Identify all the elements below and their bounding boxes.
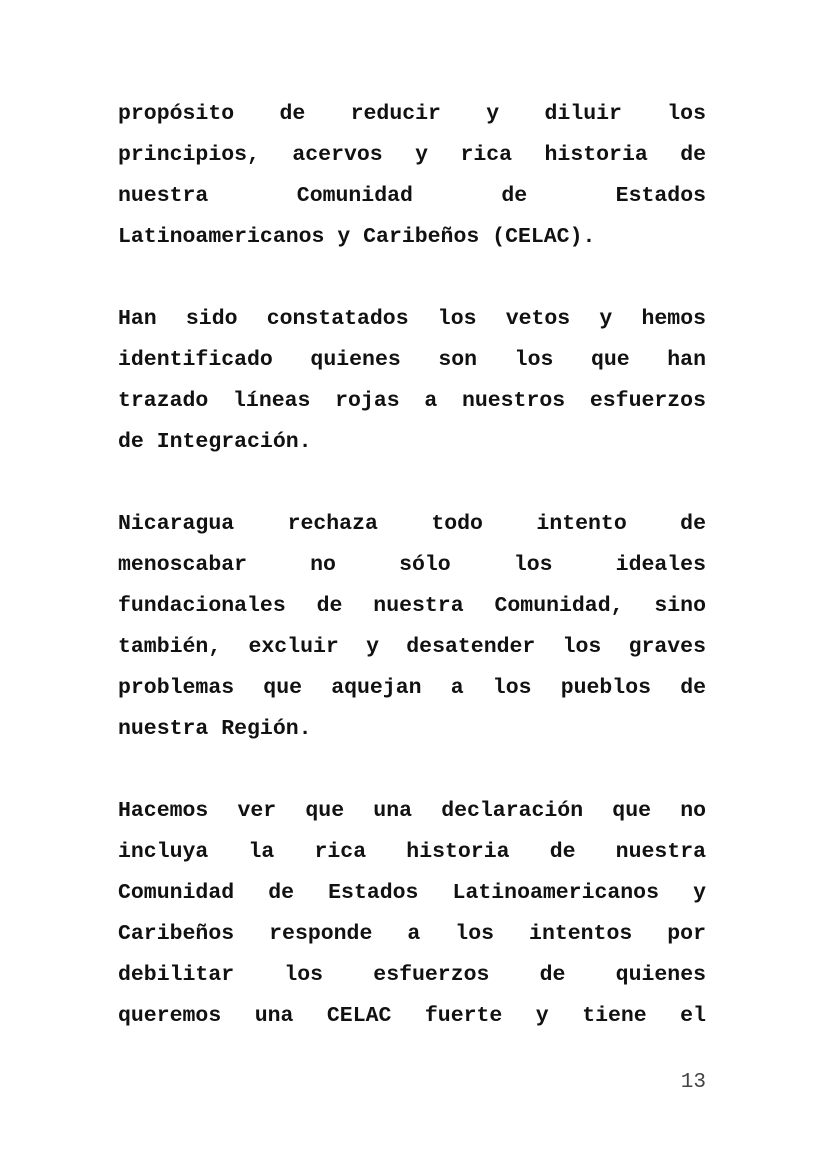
text-line: incluya la rica historia de nuestra bbox=[118, 840, 706, 864]
text-line: también, excluir y desatender los graves bbox=[118, 635, 706, 659]
text-line: fundacionales de nuestra Comunidad, sino bbox=[118, 594, 706, 618]
text-line: debilitar los esfuerzos de quienes bbox=[118, 963, 706, 987]
page-number: 13 bbox=[680, 1071, 706, 1094]
text-line: propósito de reducir y diluir los bbox=[118, 102, 706, 126]
text-line: menoscabar no sólo los ideales bbox=[118, 553, 706, 577]
text-line: principios, acervos y rica historia de bbox=[118, 143, 706, 167]
text-line: nuestra Región. bbox=[118, 717, 312, 741]
text-line: identificado quienes son los que han bbox=[118, 348, 706, 372]
text-line: Nicaragua rechaza todo intento de bbox=[118, 512, 706, 536]
text-line: Latinoamericanos y Caribeños (CELAC). bbox=[118, 225, 596, 249]
text-line: problemas que aquejan a los pueblos de bbox=[118, 676, 706, 700]
text-line: trazado líneas rojas a nuestros esfuerzos bbox=[118, 389, 706, 413]
text-line: Caribeños responde a los intentos por bbox=[118, 922, 706, 946]
body-text bbox=[118, 94, 706, 1078]
paragraph-3 bbox=[118, 504, 706, 750]
paragraph-4 bbox=[118, 791, 706, 1037]
text-line: Hacemos ver que una declaración que no bbox=[118, 799, 706, 823]
text-line: Comunidad de Estados Latinoamericanos y bbox=[118, 881, 706, 905]
text-line: queremos una CELAC fuerte y tiene el bbox=[118, 1004, 706, 1028]
text-line: Han sido constatados los vetos y hemos bbox=[118, 307, 706, 331]
paragraph-2 bbox=[118, 299, 706, 463]
text-line: de Integración. bbox=[118, 430, 312, 454]
text-line: nuestra Comunidad de Estados bbox=[118, 184, 706, 208]
paragraph-1 bbox=[118, 94, 706, 258]
